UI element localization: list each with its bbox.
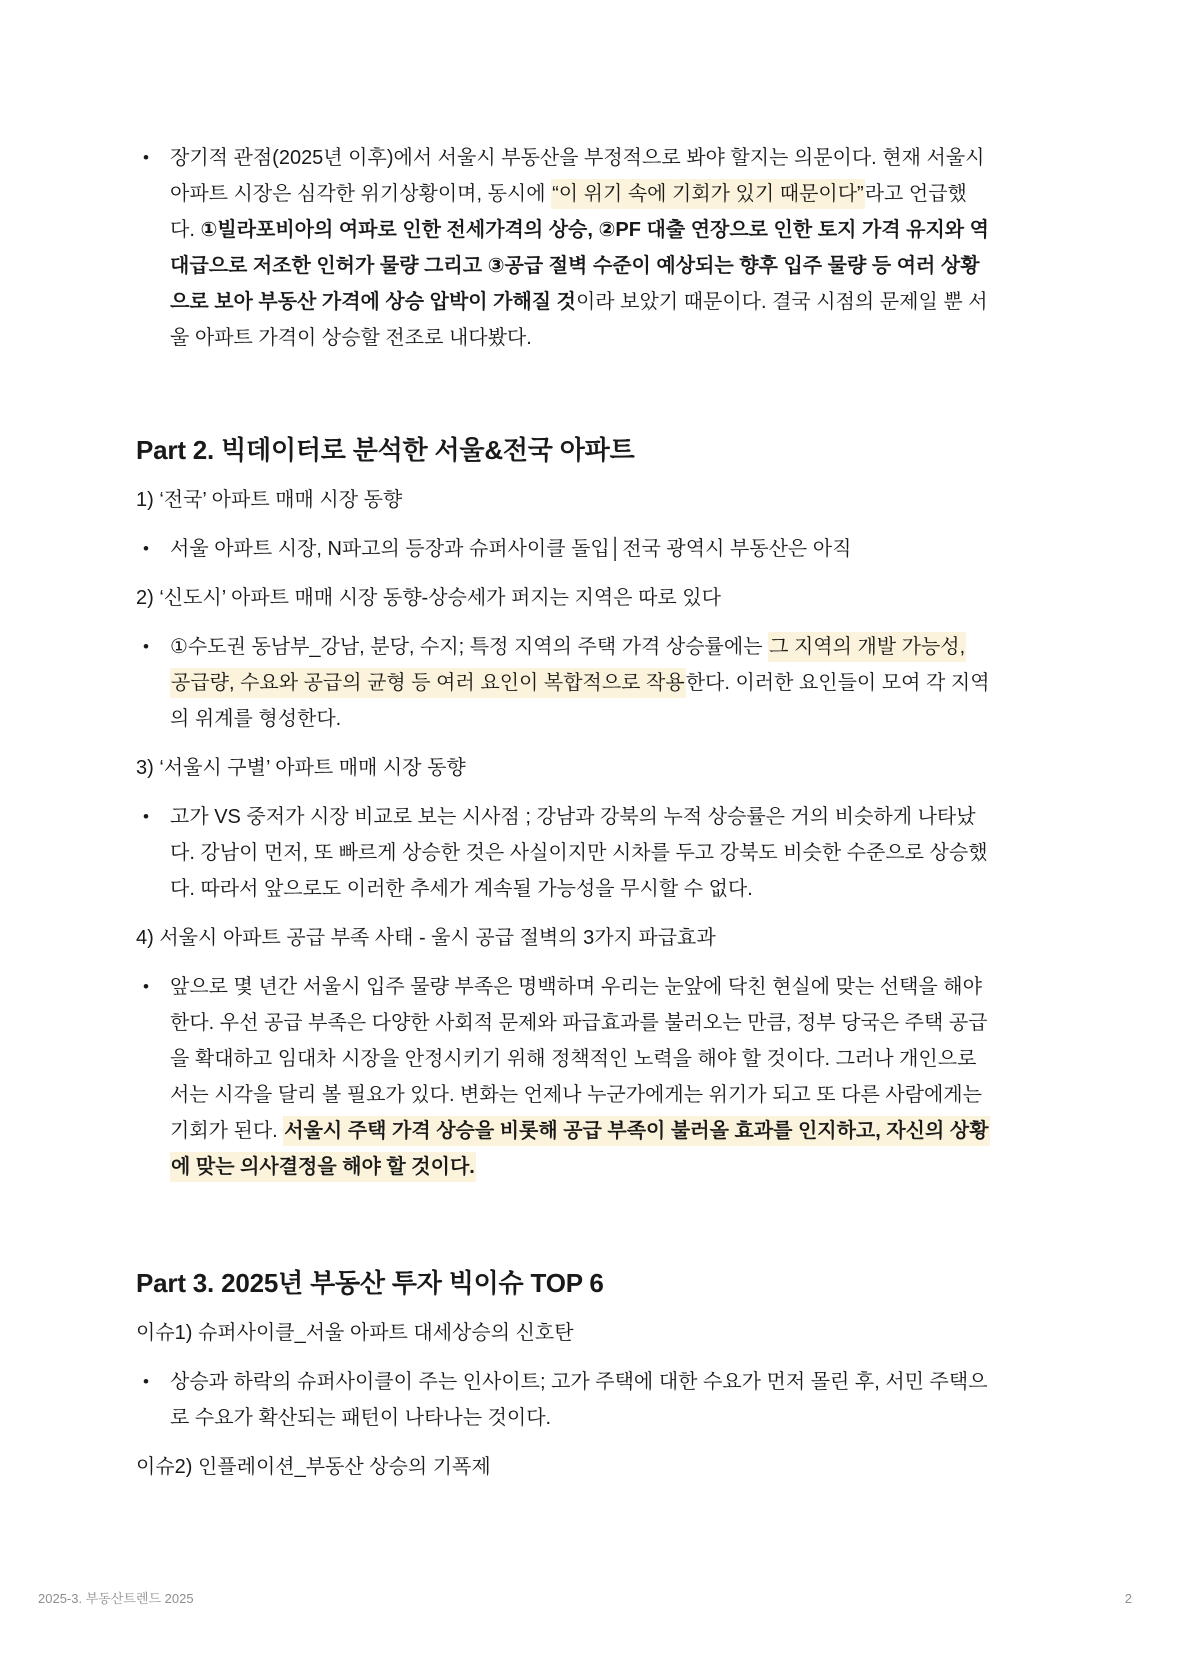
text-run: 서울 아파트 시장, N파고의 등장과 슈퍼사이클 돌입│전국 광역시 부동산은 아직 [170, 538, 852, 560]
text-run: 장기적 관점(2025년 이후)에서 서울시 부동산을 부정적으로 봐야 할지는 의문이다. 현재 서울시 아파트 시장은 심각한 위기상황이며, 동시에 [170, 147, 985, 205]
bullet-text [170, 629, 990, 737]
highlighted-text: 그 지역의 개발 가능성, 공급량, 수요와 공급의 균형 등 여러 요인이 복합적으로 작용 [170, 632, 966, 698]
text-run: 이라 보았기 때문이다. 결국 시점의 문제일 뿐 서울 아파트 가격이 상승할 전조로 내다봤다. [170, 291, 988, 349]
bullet-text [170, 969, 990, 1185]
highlighted-text: “이 위기 속에 기회가 있기 때문이다” [551, 179, 865, 209]
list-item [136, 629, 990, 737]
list-item [136, 969, 990, 1185]
bullet-text [170, 531, 990, 567]
part2-item3-heading: 3) ‘서울시 구별’ 아파트 매매 시장 동향 [136, 757, 466, 779]
list-item [136, 531, 990, 567]
list-item [136, 1364, 990, 1436]
text-run: 라고 언급했다. [170, 183, 967, 241]
text-run: ①수도권 동남부_강남, 분당, 수지; 특정 지역의 주택 가격 상승률에는 [170, 636, 769, 658]
bullet-marker: • [143, 807, 149, 826]
part2-item2-heading: 2) ‘신도시’ 아파트 매매 시장 동향-상승세가 퍼지는 지역은 따로 있다 [136, 587, 721, 609]
page-footer [38, 1590, 1132, 1608]
intro-bullet-text [170, 140, 990, 356]
text-run: 앞으로 몇 년간 서울시 입주 물량 부족은 명백하며 우리는 눈앞에 닥친 현실에 맞는 선택을 해야 한다. 우선 공급 부족은 다양한 사회적 문제와 파급효과를 불러오는 만큼, 정부 당국은 주택 공급을 확대하고 임대차 시장을 안정시키기 위해 정책적인 노력을 해야 할 것이다. 그러나 개인으로서는 시각을 달리 볼 필요가 있다. 변화는 언제나 누군가에게는 위기가 되고 또 다른 사람에게는 기회가 된다. [170, 976, 988, 1142]
bullet-text [170, 799, 990, 907]
part2-item4-heading: 4) 서울시 아파트 공급 부족 사태 - 울시 공급 절벽의 3가지 파급효과 [136, 927, 716, 949]
part2-heading: Part 2. 빅데이터로 분석한 서울&전국 아파트 [136, 435, 635, 465]
part3-issue2-heading: 이슈2) 인플레이션_부동산 상승의 기폭제 [136, 1456, 491, 1478]
list-item-intro [136, 140, 990, 356]
part3-heading: Part 3. 2025년 부동산 투자 빅이슈 TOP 6 [136, 1268, 604, 1298]
bullet-marker: • [143, 977, 149, 996]
bullet-marker: • [143, 148, 149, 167]
page-number: 2 [1124, 1591, 1132, 1606]
text-run: 고가 VS 중저가 시장 비교로 보는 시사점 ; 강남과 강북의 누적 상승률은 거의 비슷하게 나타났다. 강남이 먼저, 또 빠르게 상승한 것은 사실이지만 시차를 두고 강북도 비슷한 수준으로 상승했다. 따라서 앞으로도 이러한 추세가 계속될 가능성을 무시할 수 없다. [170, 806, 988, 900]
part2-item1-heading: 1) ‘전국’ 아파트 매매 시장 동향 [136, 489, 403, 511]
list-item [136, 799, 990, 907]
bold-highlighted-text: 서울시 주택 가격 상승을 비롯해 공급 부족이 불러올 효과를 인지하고, 자신의 상황에 맞는 의사결정을 해야 할 것이다. [170, 1116, 990, 1182]
part3-issue1-heading: 이슈1) 슈퍼사이클_서울 아파트 대세상승의 신호탄 [136, 1322, 574, 1344]
bullet-marker: • [143, 539, 149, 558]
bold-text: ①빌라포비아의 여파로 인한 전세가격의 상승, ②PF 대출 연장으로 인한 토지 가격 유지와 역대급으로 저조한 인허가 물량 그리고 ③공급 절벽 수준이 예상되는 향후 입주 물량 등 여러 상황으로 보아 부동산 가격에 상승 압박이 가해질 것 [170, 219, 989, 313]
bullet-marker: • [143, 637, 149, 656]
bullet-text [170, 1364, 990, 1436]
text-run: 상승과 하락의 슈퍼사이클이 주는 인사이트; 고가 주택에 대한 수요가 먼저 몰린 후, 서민 주택으로 수요가 확산되는 패턴이 나타나는 것이다. [170, 1371, 988, 1429]
footer-document-title: 2025-3. 부동산트렌드 2025 [38, 1591, 194, 1606]
bullet-marker: • [143, 1372, 149, 1391]
text-run: 한다. 이러한 요인들이 모여 각 지역의 위계를 형성한다. [170, 672, 990, 730]
